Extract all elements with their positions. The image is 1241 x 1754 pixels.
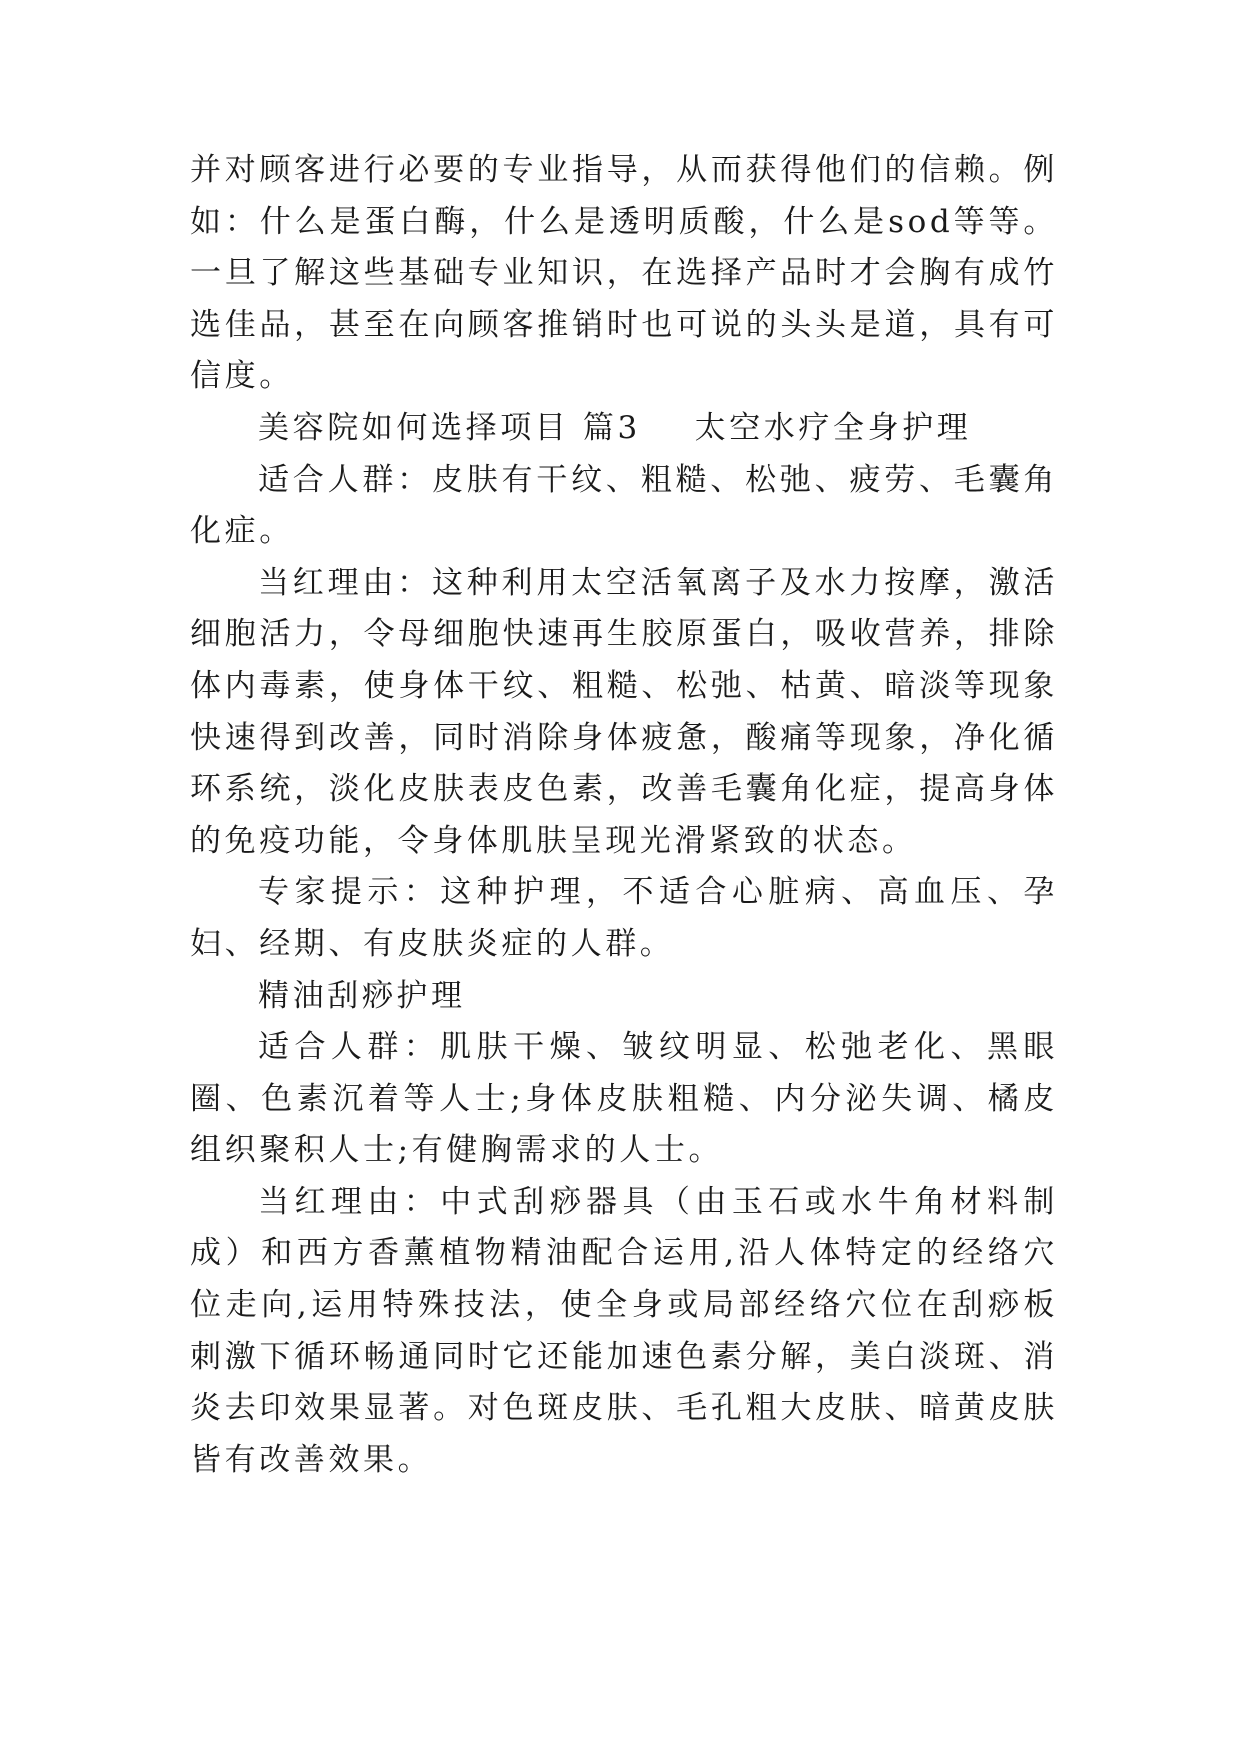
document-body — [190, 145, 1058, 1486]
paragraph-suitable-people-2: 适合人群：肌肤干燥、皱纹明显、松弛老化、黑眼圈、色素沉着等人士;身体皮肤粗糙、内分泌失调、橘皮组织聚积人士;有健胸需求的人士。 — [190, 1029, 1058, 1169]
paragraph-expert-tip: 专家提示：这种护理，不适合心脏病、高血压、孕妇、经期、有皮肤炎症的人群。 — [190, 874, 1058, 962]
paragraph-popular-reason: 当红理由：这种利用太空活氧离子及水力按摩，激活细胞活力，令母细胞快速再生胶原蛋白，吸收营养，排除体内毒素，使身体干纹、粗糙、松弛、枯黄、暗淡等现象快速得到改善，同时消除身体疲惫，酸痛等现象，净化循环系统，淡化皮肤表皮色素，改善毛囊角化症，提高身体的免疫功能，令身体肌肤呈现光滑紧致的状态。 — [190, 564, 1058, 859]
paragraph-continuation: 并对顾客进行必要的专业指导，从而获得他们的信赖。例如：什么是蛋白酶，什么是透明质酸，什么是sod等等。一旦了解这些基础专业知识，在选择产品时才会胸有成竹选佳品，甚至在向顾客推销时也可说的头头是道，具有可信度。 — [190, 152, 1058, 395]
subsection-title: 精油刮痧护理 — [258, 977, 466, 1014]
paragraph-popular-reason-2: 当红理由：中式刮痧器具（由玉石或水牛角材料制成）和西方香薰植物精油配合运用,沿人体特定的经络穴位走向,运用特殊技法，使全身或局部经络穴位在刮痧板刺激下循环畅通同时它还能加速色素分解，美白淡斑、消炎去印效果显著。对色斑皮肤、毛孔粗大皮肤、暗黄皮肤皆有改善效果。 — [190, 1183, 1058, 1478]
section-heading: 美容院如何选择项目 篇3 太空水疗全身护理 — [258, 409, 972, 446]
paragraph-suitable-people: 适合人群：皮肤有干纹、粗糙、松弛、疲劳、毛囊角化症。 — [190, 461, 1058, 550]
